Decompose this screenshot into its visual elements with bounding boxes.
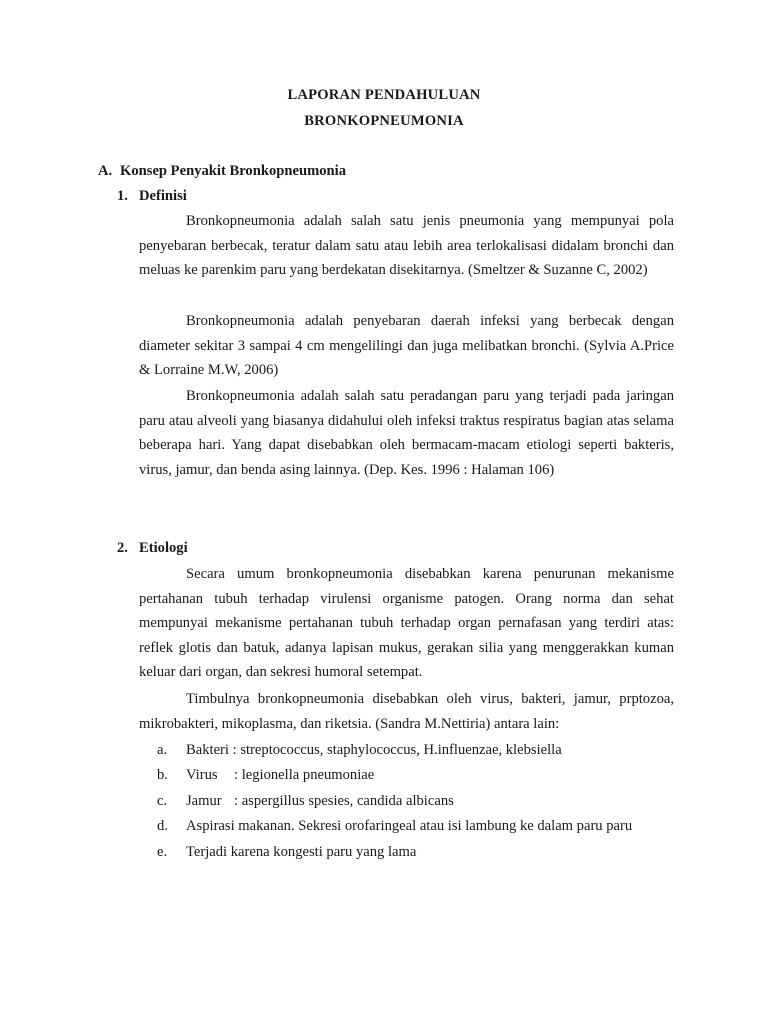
paragraph-etiologi-2: Timbulnya bronkopneumonia disebabkan oleh virus, bakteri, jamur, prptozoa, mikrobakteri, mikoplasma, dan riketsia. (Sandra M.Nettiria) antara lain: bbox=[139, 691, 674, 732]
subsection-marker: 1. bbox=[117, 188, 128, 204]
list-marker: c. bbox=[157, 792, 168, 809]
subsection-heading-etiologi bbox=[117, 540, 188, 557]
list-text: : aspergillus spesies, candida albicans bbox=[234, 792, 454, 809]
list-text: : streptococcus, staphylococcus, H.influenzae, klebsiella bbox=[232, 742, 562, 758]
list-label: Jamur bbox=[186, 792, 222, 809]
list-label: Virus bbox=[186, 767, 218, 784]
list-marker: a. bbox=[157, 742, 168, 758]
section-marker: A. bbox=[98, 163, 113, 179]
list-marker: d. bbox=[157, 818, 168, 835]
list-item bbox=[157, 789, 632, 814]
list-item bbox=[157, 763, 632, 788]
list-label: Bakteri bbox=[186, 742, 229, 758]
paragraph-definisi-2: Bronkopneumonia adalah penyebaran daerah infeksi yang berbecak dengan diameter sekitar 3 sampai 4 cm mengelilingi dan juga melibatkan bronchi. (Sylvia A.Price & Lorraine M.W, 2006) bbox=[139, 313, 674, 379]
list-item bbox=[157, 840, 632, 865]
paragraph-etiologi-1: Secara umum bronkopneumonia disebabkan karena penurunan mekanisme pertahanan tubuh terhadap virulensi organisme patogen. Orang norma dan sehat mempunyai mekanisme pertahanan tubuh terhadap organ pernafasan yang terdiri atas: reflek glotis dan batuk, adanya lapisan mukus, gerakan silia yang menggerakkan kuman keluar dari organ, dan sekresi humoral setempat. bbox=[139, 566, 674, 681]
document-subtitle: BRONKOPNEUMONIA bbox=[304, 113, 464, 129]
subsection-marker: 2. bbox=[117, 540, 128, 556]
etiology-list bbox=[157, 738, 632, 865]
paragraph-definisi-1: Bronkopneumonia adalah salah satu jenis pneumonia yang mempunyai pola penyebaran berbecak, teratur dalam satu atau lebih area terlokalisasi didalam bronchi dan meluas ke parenkim paru yang berdekatan disekitarnya. (Smeltzer & Suzanne C, 2002) bbox=[139, 213, 674, 279]
list-marker: e. bbox=[157, 843, 168, 860]
section-heading-text: Konsep Penyakit Bronkopneumonia bbox=[120, 163, 346, 179]
list-item bbox=[157, 814, 632, 839]
subsection-heading-text: Etiologi bbox=[139, 540, 188, 556]
paragraph-definisi-3: Bronkopneumonia adalah salah satu peradangan paru yang terjadi pada jaringan paru atau alveoli yang biasanya didahului oleh infeksi traktus respiratus bagian atas selama beberapa hari. Yang dapat disebabkan oleh bermacam-macam etiologi seperti bakteris, virus, jamur, dan benda asing lainnya. (Dep. Kes. 1996 : Halaman 106) bbox=[139, 388, 674, 478]
list-text: : legionella pneumoniae bbox=[234, 767, 375, 784]
subsection-heading-text: Definisi bbox=[139, 188, 187, 204]
list-text: Aspirasi makanan. Sekresi orofaringeal atau isi lambung ke dalam paru paru bbox=[186, 818, 633, 835]
list-text: Terjadi karena kongesti paru yang lama bbox=[186, 843, 417, 860]
subsection-heading-definisi bbox=[117, 188, 187, 205]
section-heading-a bbox=[98, 163, 346, 180]
list-item bbox=[157, 738, 632, 763]
document-title: LAPORAN PENDAHULUAN bbox=[287, 87, 481, 103]
list-marker: b. bbox=[157, 767, 168, 784]
